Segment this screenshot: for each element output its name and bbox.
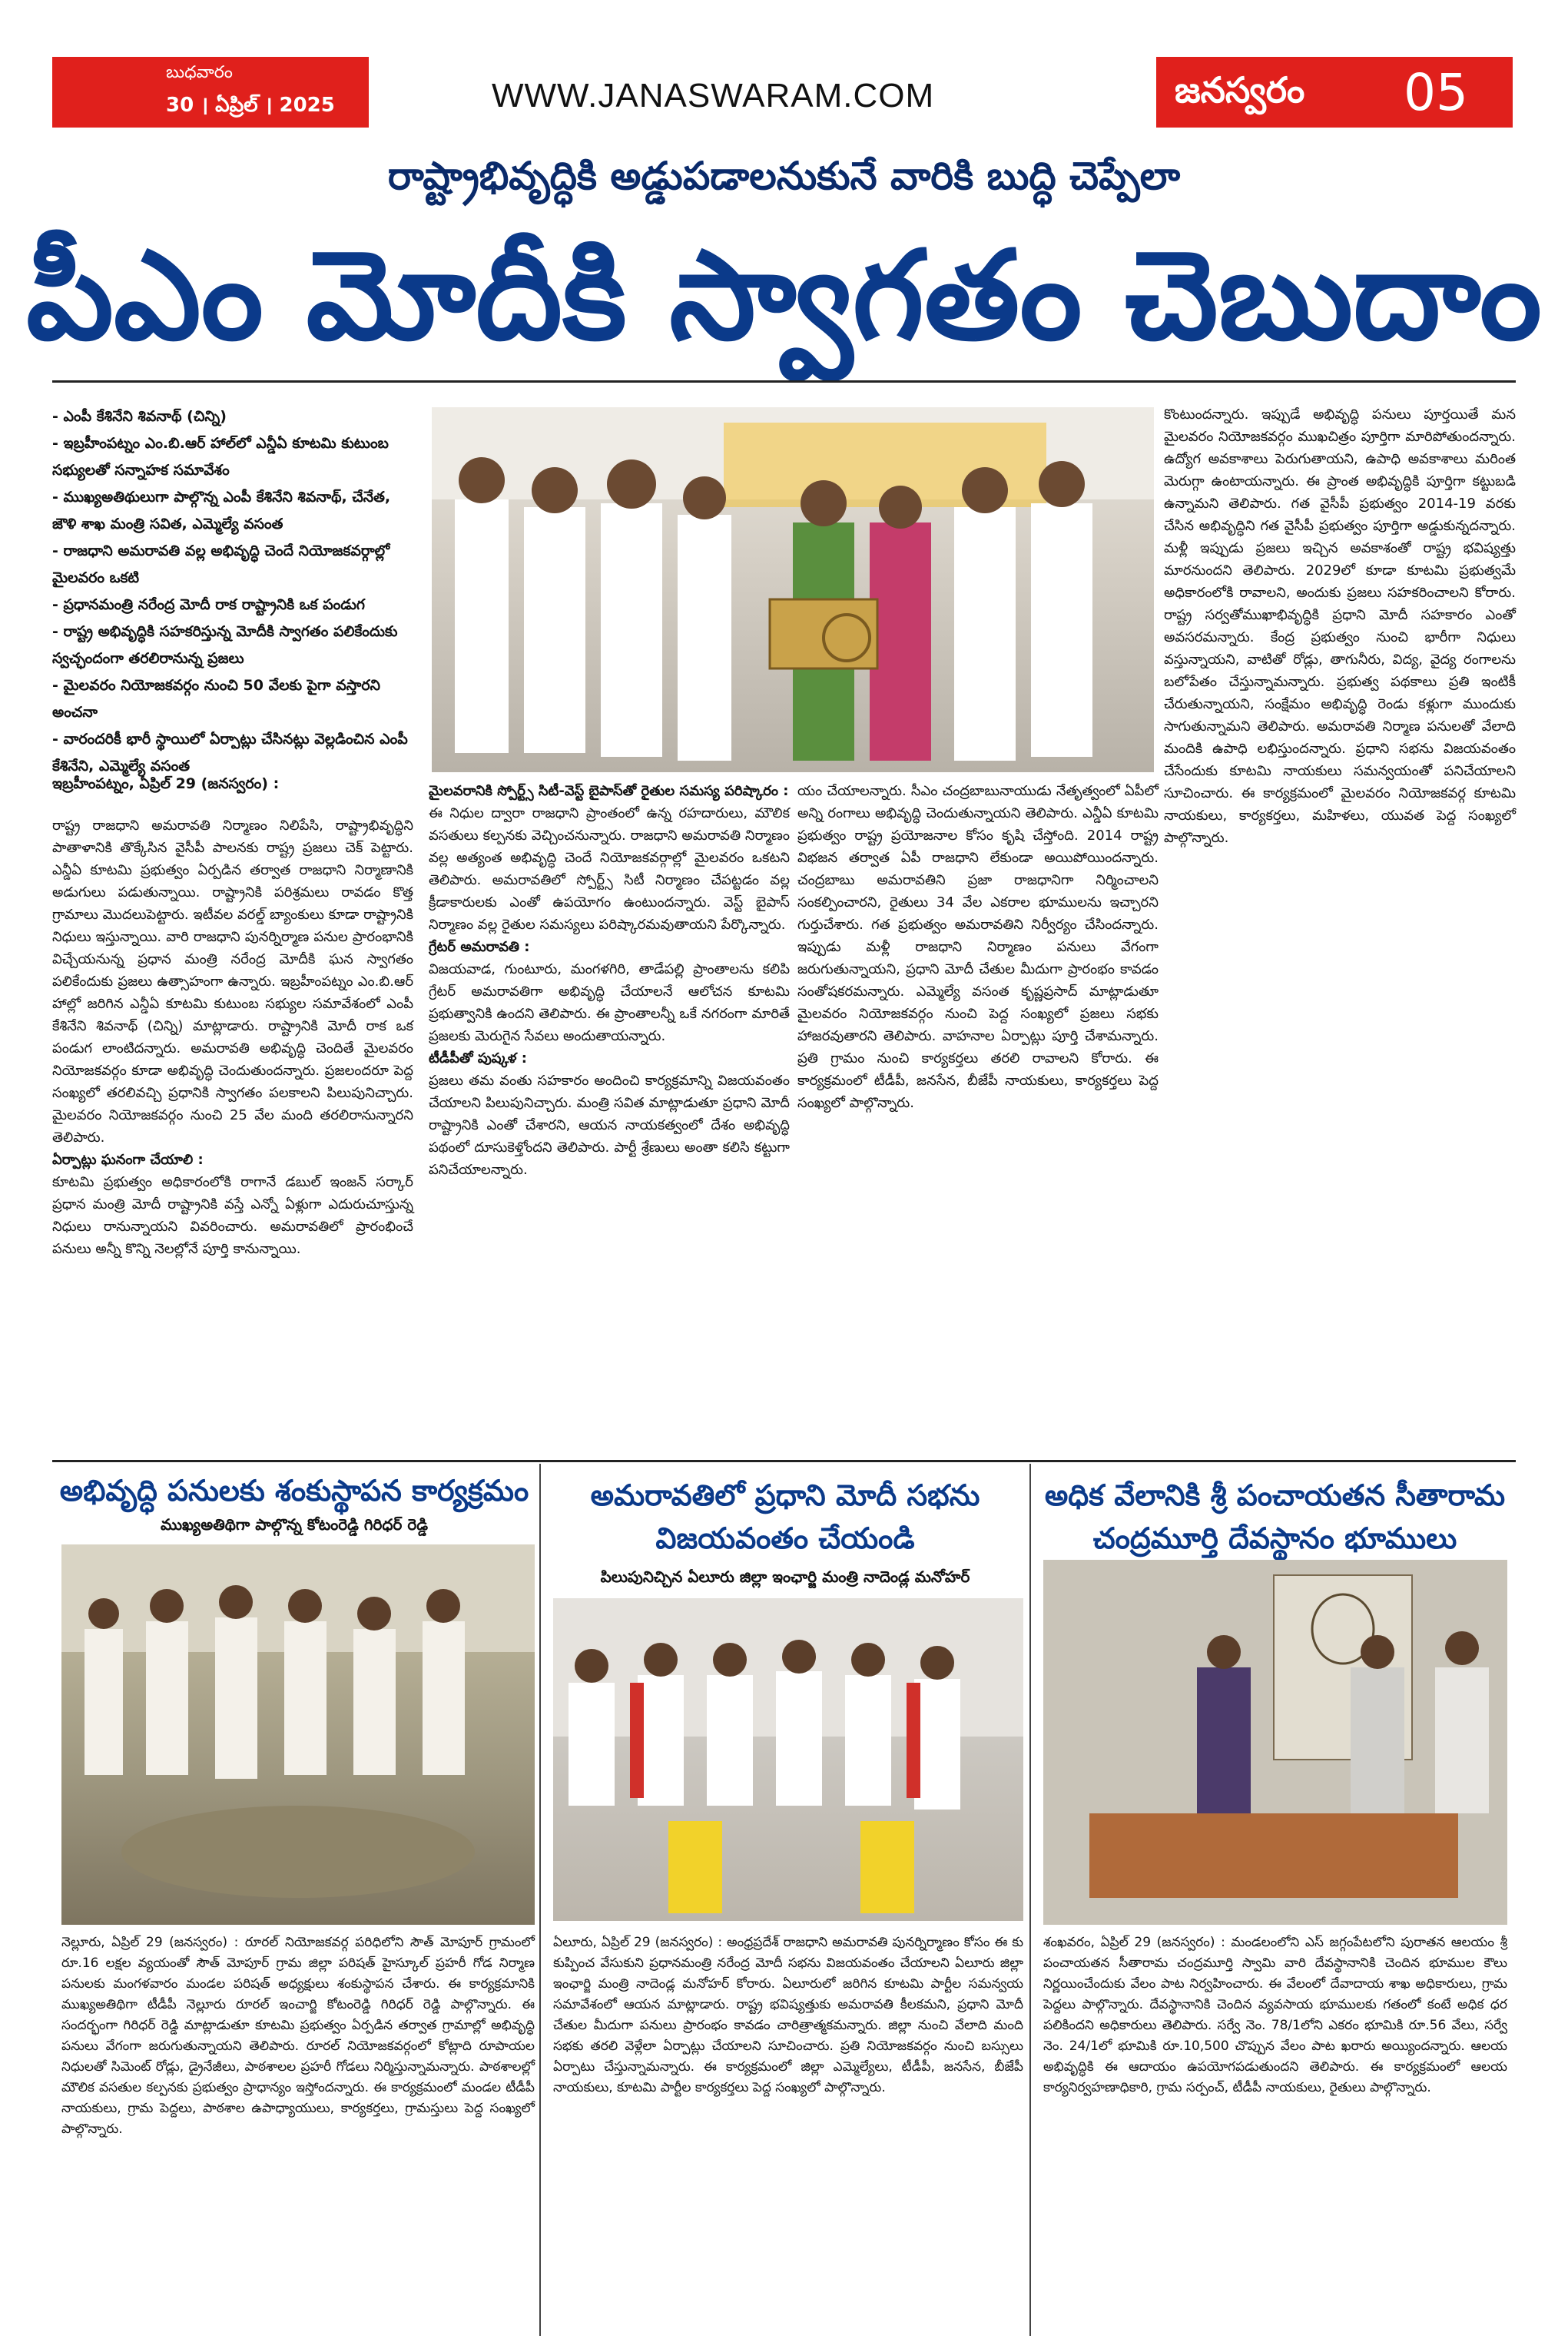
lead-column-4 <box>1164 403 1516 849</box>
column-rule <box>1029 1464 1031 2336</box>
masthead-day: బుధవారం <box>166 63 233 82</box>
story-1-photo-illustration <box>61 1544 535 1925</box>
story-2-photo <box>553 1598 1023 1921</box>
column-subhead: మైలవరానికి స్పోర్ట్స్ సిటీ-వెస్ట్ బైపాస్‌తో రైతుల సమస్య పరిష్కారం : <box>429 783 789 799</box>
column-subhead: టీడీపీతో పుష్కళ : <box>429 1050 527 1067</box>
bullet-item: - మైలవరం నియోజకవర్గం నుంచి 50 వేలకు పైగా వస్తారని అంచనా <box>52 677 380 721</box>
column-text: ప్రజలు తమ వంతు సహకారం అందించి కార్యక్రమాన్ని విజయవంతం చేయాలని పిలుపునిచ్చారు. మంత్రి సవిత మాట్లాడుతూ ప్రధాని మోదీ రాష్ట్రానికి ఎంతో చేశారని, ఆయన నాయకత్వంలో దేశం అభివృద్ధి పథంలో దూసుకెళ్తోందని తెలిపారు. పార్టీ శ్రేణులు అంతా కలిసి కట్టుగా పనిచేయాలన్నారు. <box>429 1073 790 1178</box>
column-rule <box>539 1464 541 2336</box>
story-1-subtitle: ముఖ్యఅతిథిగా పాల్గొన్న కోటంరెడ్డి గిరిధర్ రెడ్డి <box>160 1515 429 1534</box>
lead-headline: పీఎం మోదీకి స్వాగతం చెబుదాం <box>26 224 1542 367</box>
lead-column-1 <box>52 814 413 1260</box>
story-3-title: అధిక వేలానికి శ్రీ పంచాయతన సీతారామ చంద్రమూర్తి దేవస్థానం భూములు <box>1044 1478 1506 1555</box>
column-subhead: గ్రేటర్ అమరావతి : <box>429 939 530 955</box>
story-3-photo-illustration <box>1043 1560 1507 1925</box>
masthead-date: 30 । ఏప్రిల్ । 2025 <box>166 94 335 117</box>
story-2-photo-illustration <box>553 1598 1023 1921</box>
column-text: కొంటుందన్నారు. ఇప్పుడే అభివృద్ధి పనులు పూర్తయితే మన మైలవరం నియోజకవర్గం ముఖచిత్రం పూర్తిగా మారిపోతుందన్నారు. ఉద్యోగ అవకాశాలు పెరుగుతాయని, ఉపాధి అవకాశాలు మరింత మెరుగ్గా ఉంటాయన్నారు. ఈ ప్రాంత అభివృద్ధికి పూర్తిగా కట్టుబడి ఉన్నామని తెలిపారు. గత వైసీపీ ప్రభుత్వం 2014-19 వరకు చేసిన అభివృద్ధిని గత వైసీపీ ప్రభుత్వం పూర్తిగా అడ్డుకున్నదన్నారు. మళ్లీ ఇప్పుడు ప్రజలు ఇచ్చిన అవకాశంతో రాష్ట్ర భవిష్యత్తు మారనుందని తెలిపారు. 2029లో కూడా కూటమి ప్రభుత్వమే అధికారంలోకి రావాలని, అందుకు ప్రజలు సహకరించాలని కోరారు. రాష్ట్ర సర్వతోముఖాభివృద్ధికి ప్రధాని మోదీ సహకారం ఎంతో అవసరమన్నారు. కేంద్ర ప్రభుత్వం నుంచి భారీగా నిధులు వస్తున్నాయని, వాటితో రోడ్లు, తాగునీరు, విద్య, వైద్య రంగాలను బలోపేతం చేస్తున్నామన్నారు. ప్రభుత్వ పథకాలు ప్రతి ఇంటికీ చేరుతున్నాయని, సంక్షేమం అభివృద్ధి రెండు కళ్లుగా ముందుకు సాగుతున్నామని తెలిపారు. అమరావతి నిర్మాణ పనులతో వేలాది మందికి ఉపాధి లభిస్తుందన్నారు. ప్రధాని సభను విజయవంతం చేసేందుకు కూటమి నాయకులు సమన్వయంతో పనిచేయాలని సూచించారు. ఈ కార్యక్రమంలో మైలవరం నియోజకవర్గ కూటమి నాయకులు, కార్యకర్తలు, మహిళలు, యువత పెద్ద సంఖ్యలో పాల్గొన్నారు. <box>1164 406 1516 846</box>
story-1-title: అభివృద్ధి పనులకు శంకుస్థాపన కార్యక్రమం <box>59 1474 529 1508</box>
story-1-body: నెల్లూరు, ఏప్రిల్ 29 (జనస్వరం) : రూరల్ నియోజకవర్గ పరిధిలోని సౌత్ మోపూర్ గ్రామంలో రూ.16 లక్షల వ్యయంతో సౌత్ మోపూర్ గ్రామ జిల్లా పరిషత్ హైస్కూల్ ప్రహరీ గోడ నిర్మాణ పనులకు మంగళవారం మండల పరిషత్ అధ్యక్షులు శంకుస్థాపన చేశారు. ఈ కార్యక్రమానికి ముఖ్యఅతిథిగా టీడీపీ నెల్లూరు రూరల్ ఇంచార్జి కోటంరెడ్డి గిరిధర్ రెడ్డి పాల్గొన్నారు. ఈ సందర్భంగా గిరిధర్ రెడ్డి మాట్లాడుతూ కూటమి ప్రభుత్వం ఏర్పడిన తర్వాత గ్రామాల్లో అభివృద్ధి పనులు వేగంగా జరుగుతున్నాయని తెలిపారు. రూరల్ నియోజకవర్గంలో కోట్లాది రూపాయల నిధులతో సిమెంట్ రోడ్లు, డ్రైనేజీలు, పాఠశాలల ప్రహరీ గోడలు నిర్మిస్తున్నామన్నారు. పాఠశాలల్లో మౌలిక వసతుల కల్పనకు ప్రభుత్వం ప్రాధాన్యం ఇస్తోందన్నారు. ఈ కార్యక్రమంలో మండల టీడీపీ నాయకులు, గ్రామ పెద్దలు, పాఠశాల ఉపాధ్యాయులు, కార్యకర్తలు, గ్రామస్తులు పెద్ద సంఖ్యలో పాల్గొన్నారు. <box>61 1935 535 2137</box>
bullet-item: - రాష్ట్ర అభివృద్ధికి సహకరిస్తున్న మోదీకి స్వాగతం పలికేందుకు స్వచ్ఛందంగా తరలిరానున్న ప్రజలు <box>52 623 398 667</box>
brand-box <box>1156 57 1513 128</box>
lead-kicker: రాష్ట్రాభివృద్ధికి అడ్డుపడాలనుకునే వారికి బుద్ధి చెప్పేలా <box>387 154 1181 198</box>
lead-bullets <box>52 403 413 780</box>
lead-byline: ఇబ్రహీంపట్నం, ఏప్రిల్ 29 (జనస్వరం) : <box>52 775 280 792</box>
story-2-subtitle: పిలుపునిచ్చిన ఏలూరు జిల్లా ఇంఛార్జి మంత్రి నాదెండ్ల మనోహర్ <box>600 1567 970 1586</box>
story-2-title: అమరావతిలో ప్రధాని మోదీ సభను విజయవంతం చేయండి <box>590 1478 980 1555</box>
lead-photo-illustration <box>432 407 1154 772</box>
column-text: యం చేయాలన్నారు. సీఎం చంద్రబాబునాయుడు నేతృత్వంలో ఏపీలో అన్ని రంగాలు అభివృద్ధి చెందుతున్నాయని తెలిపారు. ఎన్డీఏ కూటమి ప్రభుత్వం రాష్ట్ర ప్రయోజనాల కోసం కృషి చేస్తోంది. 2014 రాష్ట్ర విభజన తర్వాత ఏపీ రాజధాని లేకుండా అయిపోయిందన్నారు. చంద్రబాబు అమరావతిని ప్రజా రాజధానిగా నిర్మించాలని సంకల్పించారని, రైతులు 34 వేల ఎకరాల భూములను ఇచ్చారని గుర్తుచేశారు. గత ప్రభుత్వం అమరావతిని నిర్వీర్యం చేసిందన్నారు. ఇప్పుడు మళ్లీ రాజధాని నిర్మాణం పనులు వేగంగా జరుగుతున్నాయని, ప్రధాని మోదీ చేతుల మీదుగా ప్రారంభం కావడం సంతోషకరమన్నారు. ఎమ్మెల్యే వసంత కృష్ణప్రసాద్ మాట్లాడుతూ మైలవరం నియోజకవర్గం నుంచి పెద్ద సంఖ్యలో ప్రజలు సభకు హాజరవుతారని తెలిపారు. వాహనాల ఏర్పాట్లు పూర్తి చేశామన్నారు. ప్రతి గ్రామం నుంచి కార్యకర్తలు తరలి రావాలని కోరారు. ఈ కార్యక్రమంలో టీడీపీ, జనసేన, బీజేపీ నాయకులు, కార్యకర్తలు పెద్ద సంఖ్యలో పాల్గొన్నారు. <box>797 783 1159 1111</box>
bullet-item: - ఎంపీ కేశినేని శివనాథ్ (చిన్ని) <box>52 408 227 425</box>
headline-divider <box>52 380 1516 383</box>
bullet-item: - ముఖ్యఅతిథులుగా పాల్గొన్న ఎంపీ కేశినేని శివనాథ్, చేనేత, జౌళి శాఖ మంత్రి సవిత, ఎమ్మెల్యే వసంత <box>52 489 391 532</box>
section-divider <box>52 1460 1516 1462</box>
lead-column-2 <box>429 780 790 1181</box>
column-text: కూటమి ప్రభుత్వం అధికారంలోకి రాగానే డబుల్ ఇంజన్ సర్కార్ ప్రధాన మంత్రి మోదీ రాష్ట్రానికి వస్తే ఎన్నో ఏళ్లుగా ఎదురుచూస్తున్న నిధులు రానున్నాయని వివరించారు. అమరావతిలో ప్రారంభించే పనులు అన్నీ కొన్ని నెలల్లోనే పూర్తి కానున్నాయి. <box>52 1174 413 1257</box>
bullet-item: - ఇబ్రహీంపట్నం ఎం.బి.ఆర్ హాల్‌లో ఎన్డీఏ కూటమి కుటుంబ సభ్యులతో సన్నాహక సమావేశం <box>52 435 389 479</box>
brand-name: జనస్వరం <box>1175 69 1305 111</box>
story-1-photo <box>61 1544 535 1925</box>
bullet-item: - రాజధాని అమరావతి వల్ల అభివృద్ధి చెందే నియోజకవర్గాల్లో మైలవరం ఒకటి <box>52 542 390 586</box>
lead-column-3 <box>797 780 1159 1114</box>
column-subhead: ఏర్పాట్లు ఘనంగా చేయాలి : <box>52 1152 204 1168</box>
story-2-body: ఏలూరు, ఏప్రిల్ 29 (జనస్వరం) : అంధ్రప్రదేశ్ రాజధాని అమరావతి పునర్నిర్మాణం కోసం ఈ కు కుప్పించ వేసుకుని ప్రధానమంత్రి నరేంద్ర మోదీ సభను విజయవంతం చేయాలని ఏలూరు జిల్లా ఇంఛార్జి మంత్రి నాదెండ్ల మనోహర్ కోరారు. ఏలూరులో జరిగిన కూటమి పార్టీల సమన్వయ సమావేశంలో ఆయన మాట్లాడారు. రాష్ట్ర భవిష్యత్తుకు అమరావతి కీలకమని, ప్రధాని మోదీ చేతుల మీదుగా పనులు ప్రారంభం కావడం చారిత్రాత్మకమన్నారు. జిల్లా నుంచి వేలాది మంది సభకు తరలి వెళ్లేలా ఏర్పాట్లు చేయాలని సూచించారు. ప్రతి నియోజకవర్గం నుంచి బస్సులు ఏర్పాటు చేస్తున్నామన్నారు. ఈ కార్యక్రమంలో జిల్లా ఎమ్మెల్యేలు, టీడీపీ, జనసేన, బీజేపీ నాయకులు, కూటమి పార్టీల కార్యకర్తలు పెద్ద సంఖ్యలో పాల్గొన్నారు. <box>553 1935 1023 2095</box>
page-number: 05 <box>1404 63 1468 122</box>
story-3-photo <box>1043 1560 1507 1925</box>
bullet-item: - ప్రధానమంత్రి నరేంద్ర మోదీ రాక రాష్ట్రానికి ఒక పండుగ <box>52 596 366 613</box>
website-url[interactable]: WWW.JANASWARAM.COM <box>492 77 935 114</box>
lead-photo <box>432 407 1154 772</box>
bullet-item: - వారందరికీ భారీ స్థాయిలో ఏర్పాట్లు చేసినట్లు వెల్లడించిన ఎంపీ కేశినేని, ఎమ్మెల్యే వసంత <box>52 731 408 775</box>
column-text: విజయవాడ, గుంటూరు, మంగళగిరి, తాడేపల్లి ప్రాంతాలను కలిపి గ్రేటర్ అమరావతిగా అభివృద్ధి చేయాలనే ఆలోచన కూటమి ప్రభుత్వానికి ఉందని తెలిపారు. ఈ ప్రాంతాలన్నీ ఒకే నగరంగా మారితే ప్రజలకు మెరుగైన సేవలు అందుతాయన్నారు. <box>429 961 790 1044</box>
masthead-date-box <box>52 57 369 128</box>
column-text: ఈ నిధుల ద్వారా రాజధాని ప్రాంతంలో ఉన్న రహదారులు, మౌలిక వసతులు కల్పనకు వెచ్చించనున్నారు. రాజధాని అమరావతి నిర్మాణం వల్ల అత్యంత అభివృద్ధి చెందే నియోజకవర్గాల్లో మైలవరం ఒకటని తెలిపారు. అమరావతిలో స్పోర్ట్స్ సిటీ నిర్మాణం చేపట్టడం వల్ల క్రీడాకారులకు ఎంతో ఉపయోగం ఉంటుందన్నారు. వెస్ట్ బైపాస్ నిర్మాణం వల్ల రైతుల సమస్యలు పరిష్కారమవుతాయని పేర్కొన్నారు. <box>429 805 790 933</box>
story-3-body: శంఖవరం, ఏప్రిల్ 29 (జనస్వరం) : మండలంలోని ఎస్ జగ్గంపేటలోని పురాతన ఆలయం శ్రీ పంచాయతన సీతారామ చంద్రమూర్తి స్వామి వారి దేవస్థానానికి చెందిన భూముల కౌలు నిర్ణయించేందుకు వేలం పాట నిర్వహించారు. ఈ వేలంలో దేవాదాయ శాఖ అధికారులు, గ్రామ పెద్దలు పాల్గొన్నారు. దేవస్థానానికి చెందిన వ్యవసాయ భూములకు గతంలో కంటే అధిక ధర పలికిందని అధికారులు తెలిపారు. సర్వే నెం. 78/1లోని ఎకరం భూమికి రూ.56 వేలు, సర్వే నెం. 24/1లో భూమికి రూ.10,500 చొప్పున వేలం పాట ఖరారు అయ్యిందన్నారు. ఆలయ అభివృద్ధికి ఈ ఆదాయం ఉపయోగపడుతుందని తెలిపారు. ఈ కార్యక్రమంలో ఆలయ కార్యనిర్వహణాధికారి, గ్రామ సర్పంచ్, టీడీపీ నాయకులు, రైతులు పాల్గొన్నారు. <box>1043 1935 1507 2095</box>
column-text: రాష్ట్ర రాజధాని అమరావతి నిర్మాణం నిలిపేసి, రాష్ట్రాభివృద్ధిని పాతాళానికి తొక్కేసిన వైసీపీ పాలనకు రాష్ట్ర ప్రజలు చెక్ పెట్టారు. ఎన్డీఏ కూటమి ప్రభుత్వం ఏర్పడిన తర్వాత రాజధాని నిర్మాణానికి అడుగులు పడుతున్నాయి. రాష్ట్రానికి పరిశ్రమలు రావడం కొత్త గ్రామాలు మొదలుపెట్టారు. ఇటీవల వరల్డ్ బ్యాంకులు కూడా రాష్ట్రానికి నిధులు ఇస్తున్నాయి. వారి రాజధాని పునర్నిర్మాణ పనుల ప్రారంభానికి విచ్చేయనున్న ప్రధాన మంత్రి నరేంద్ర మోదీకి ఘన స్వాగతం పలికేందుకు ప్రజలు ఉత్సాహంగా ఉన్నారు. ఇబ్రహీంపట్నం ఎం.బి.ఆర్ హాల్లో జరిగిన ఎన్డీఏ కూటమి కుటుంబ సభ్యుల సమావేశంలో ఎంపీ కేశినేని శివనాథ్ (చిన్ని) మాట్లాడారు. రాష్ట్రానికి మోదీ రాక ఒక పండుగ లాంటిదన్నారు. అమరావతి అభివృద్ధి చెందితే మైలవరం నియోజకవర్గం కూడా అభివృద్ధి చెందుతుందన్నారు. ప్రజలందరూ పెద్ద సంఖ్యలో తరలివచ్చి ప్రధానికి స్వాగతం పలకాలని పిలుపునిచ్చారు. మైలవరం నియోజకవర్గం నుంచి 25 వేల మంది తరలిరానున్నారని తెలిపారు. <box>52 818 413 1146</box>
